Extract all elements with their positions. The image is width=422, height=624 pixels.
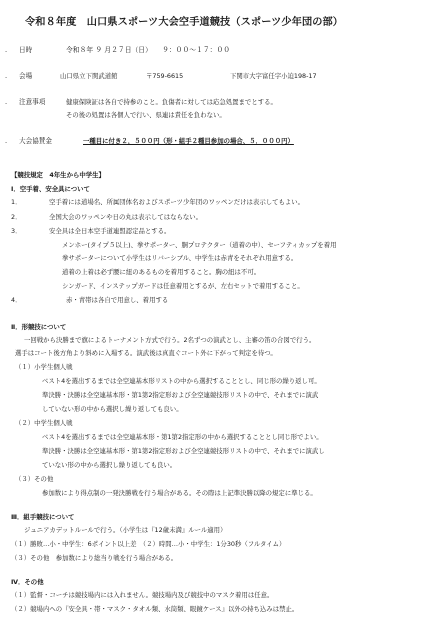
venue-postal: 〒759-6615 [146,72,184,80]
venue-label: 会場 [19,72,33,80]
section-1-sub-line-1: メンホー(タイプ５以上)、拳サポーター、胴プロテクター（道着の中）、セーフティカップを着用 [62,241,337,249]
date-bullet: . [5,46,8,54]
section-1-heading: Ⅰ．空手着、安全具について [11,185,90,193]
section-2-sub-1-line-1: ベスト4を選出するまでは全空連基本形リストの中から選択することとし、同じ形の繰り返し可。 [42,377,321,385]
section-1-item-3-num: 3． [11,227,22,235]
fee-value: 一種目に付き２，５００円（形・組手２種目参加の場合、５．０００円） [83,137,294,145]
section-1-item-1-num: 1． [11,198,22,206]
section-4-line-1: （１）監督・コーチは競技場内には入れません。競技場内及び競技中のマスク着用は任意。 [11,591,274,599]
section-1-item-4-num: 4． [11,296,22,304]
section-4-line-2: （２）競場内への『安全具・帯・マスク・タオル類、水筒類、眼鏡ケース』以外の持ち込みは禁止。 [11,605,299,613]
section-2-intro-1: 一回戦から決勝まで旗によるトーナメント方式で行う。2名ずつの演武とし、主審の笛の合図で行う。 [24,336,316,344]
section-3-line-1: （１）勝敗…小・中学生：6ポイント以上差 （２）時間…小・中学生：1分30秒（フルタイム） [11,540,286,548]
section-2-sub-2-line-2: 準決勝・決勝は全空連基本形・第1第2指定形および全空連競技形リストの中で、それまでに演武し [42,447,325,455]
section-2-sub-3-line-1: 参加数により得点制の一発決勝戦を行う場合がある。その際は上記準決勝以降の規定に準じる。 [42,489,317,497]
section-1-item-2-num: 2． [11,213,22,221]
section-4-heading: Ⅳ．その他 [11,578,44,586]
notes-line-2: その後の処置は各個人で行い、県連は責任を負わない。 [66,111,226,119]
section-3-intro: ジュニアカデットルールで行う。（小学生は『12歳未満』ルール適用） [24,526,227,534]
page-title: 令和８年度 山口県スポーツ大会空手道競技（スポーツ少年団の部） [25,17,344,28]
section-2-sub-2-label: （２）中学生個人戦 [15,419,73,427]
notes-line-1: 健康保険証は各自で持参のこと。負傷者に対しては応急処置までとする。 [66,98,277,106]
notes-label: 注意事項 [19,98,46,106]
section-1-item-1-text: 空手着には道場名、所属団体名およびスポーツ少年団のワッペンだけは表示してもよい。 [49,198,305,206]
venue-address: 下関市大字富任字小迫198-17 [230,72,317,80]
section-1-item-3-text: 安全具は全日本空手道連盟認定品とする。 [49,227,171,235]
section-1-sub-line-3: 道着の上着は必ず腰に紐のあるものを着用すること。胸の紐は不可。 [62,268,261,276]
section-2-sub-2-line-1: ベスト4を選出するまでは全空連基本形・第1第2指定形の中から選択することとし同じ形でよい。 [42,433,323,441]
section-2-heading: Ⅱ．形競技について [11,323,67,331]
section-2-sub-1-label: （１）小学生個人戦 [15,363,73,371]
notes-bullet: . [5,98,8,106]
section-1-item-2-text: 全国大会のワッペンや日の丸は表示してはならない。 [49,213,203,221]
section-2-sub-2-line-3: ていない形の中から選択し繰り返しても良い。 [42,461,177,469]
fee-bullet: . [5,137,8,145]
section-2-sub-1-line-2: 準決勝・決勝は全空連基本形・第1第2指定形および全空連競技形リストの中で、それまでに演武 [42,391,319,399]
fee-label: 大会協賛金 [19,137,52,145]
section-3-line-2: （３）その他 参加数により総当り戦を行う場合がある。 [11,554,178,562]
section-2-sub-3-label: （３）その他 [15,475,54,483]
venue-bullet: . [5,72,8,80]
venue-name: 山口県立下関武道館 [60,72,118,80]
section-2-sub-1-line-3: していない形の中から選択し繰り返しても良い。 [42,405,183,413]
section-1-sub-line-4: シンガード、インステップガードは任意着用とするが、左右セットで着用すること。 [62,282,304,290]
section-1-item-4-text: 赤・青帯は各自で用意し、着用する [66,296,169,304]
section-1-sub-line-2: 拳サポーターについて小学生はリバーシブル、中学生は赤青をそれぞれ用意する。 [62,254,298,262]
rules-heading: 【競技規定 4年生から中学生】 [11,171,105,179]
date-label: 日時 [19,46,33,54]
section-2-intro-2: 選手はコート後方角より斜めに入場する。演武後は真直ぐコート外に下がって判定を待つ。 [15,349,277,357]
date-value: 令和８年 ９ 月２７日（日） ９：００～１７：００ [66,46,231,54]
section-3-heading: Ⅲ．組手競技について [11,513,75,521]
